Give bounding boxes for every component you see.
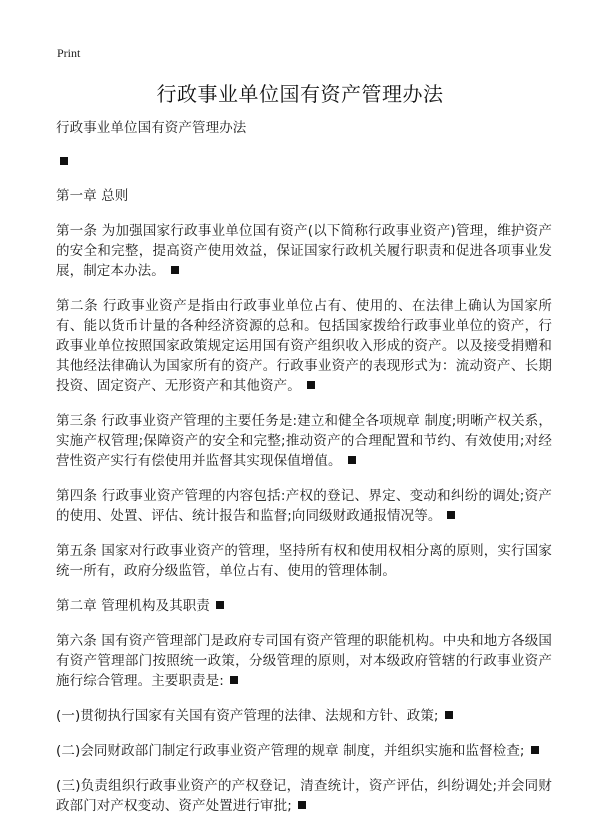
document-title: 行政事业单位国有资产管理办法 <box>156 82 444 106</box>
square-marker-icon <box>60 157 68 165</box>
square-marker-icon <box>445 711 453 719</box>
article-paragraph: 第四条 行政事业资产管理的内容包括:产权的登记、界定、变动和纠纷的调处;资产的使用、处置、评估、统计报告和监督;向同级财政通报情况等。 <box>56 488 552 524</box>
document-body <box>56 118 552 831</box>
duty-item: (三)负责组织行政事业资产的产权登记，清查统计，资产评估，纠纷调处;并会同财政部门对产权变动、资产处置进行审批; <box>56 778 552 814</box>
square-marker-icon <box>230 676 238 684</box>
duty-item: (二)会同财政部门制定行政事业资产管理的规章 制度，并组织实施和监督检查; <box>56 741 552 761</box>
article-paragraph: 第五条 国家对行政事业资产的管理，坚持所有权和使用权相分离的原则，实行国家统一所有，政府分级监管，单位占有、使用的管理体制。 <box>56 543 552 579</box>
article-paragraph: 第三条 行政事业资产管理的主要任务是:建立和健全各项规章 制度;明晰产权关系，实施产权管理;保障资产的安全和完整;推动资产的合理配置和节约、有效使用;对经营性资产实行有偿使用并监督其实现保值增值。 <box>56 413 552 469</box>
square-marker-icon <box>307 381 315 389</box>
square-marker-icon <box>531 746 539 754</box>
article-paragraph: 第二条 行政事业资产是指由行政事业单位占有、使用的、在法律上确认为国家所有、能以货币计量的各种经济资源的总和。包括国家拨给行政事业单位的资产，行政事业单位按照国家政策规定运用国有资产组织收入形成的资产。以及接受捐赠和其他经法律确认为国家所有的资产。行政事业资产的表现形式为：流动资产、长期投资、固定资产、无形资产和其他资产。 <box>56 298 552 394</box>
paragraph-marker <box>56 152 552 172</box>
square-marker-icon <box>298 801 306 809</box>
square-marker-icon <box>216 601 224 609</box>
square-marker-icon <box>348 456 356 464</box>
chapter-heading: 第一章 总则 <box>56 188 129 204</box>
print-label[interactable]: Print <box>57 46 81 60</box>
duty-item: (一)贯彻执行国家有关国有资产管理的法律、法规和方针、政策; <box>56 706 552 726</box>
chapter-heading: 第二章 管理机构及其职责 <box>56 596 552 616</box>
square-marker-icon <box>171 266 179 274</box>
square-marker-icon <box>447 511 455 519</box>
document-subtitle: 行政事业单位国有资产管理办法 <box>56 120 247 136</box>
article-paragraph: 第一条 为加强国家行政事业单位国有资产(以下简称行政事业资产)管理，维护资产的安全和完整，提高资产使用效益，保证国家行政机关履行职责和促进各项事业发展，制定本办法。 <box>56 223 552 279</box>
article-paragraph: 第六条 国有资产管理部门是政府专司国有资产管理的职能机构。中央和地方各级国有资产管理部门按照统一政策，分级管理的原则，对本级政府管辖的行政事业资产施行综合管理。主要职责是: <box>56 633 552 689</box>
